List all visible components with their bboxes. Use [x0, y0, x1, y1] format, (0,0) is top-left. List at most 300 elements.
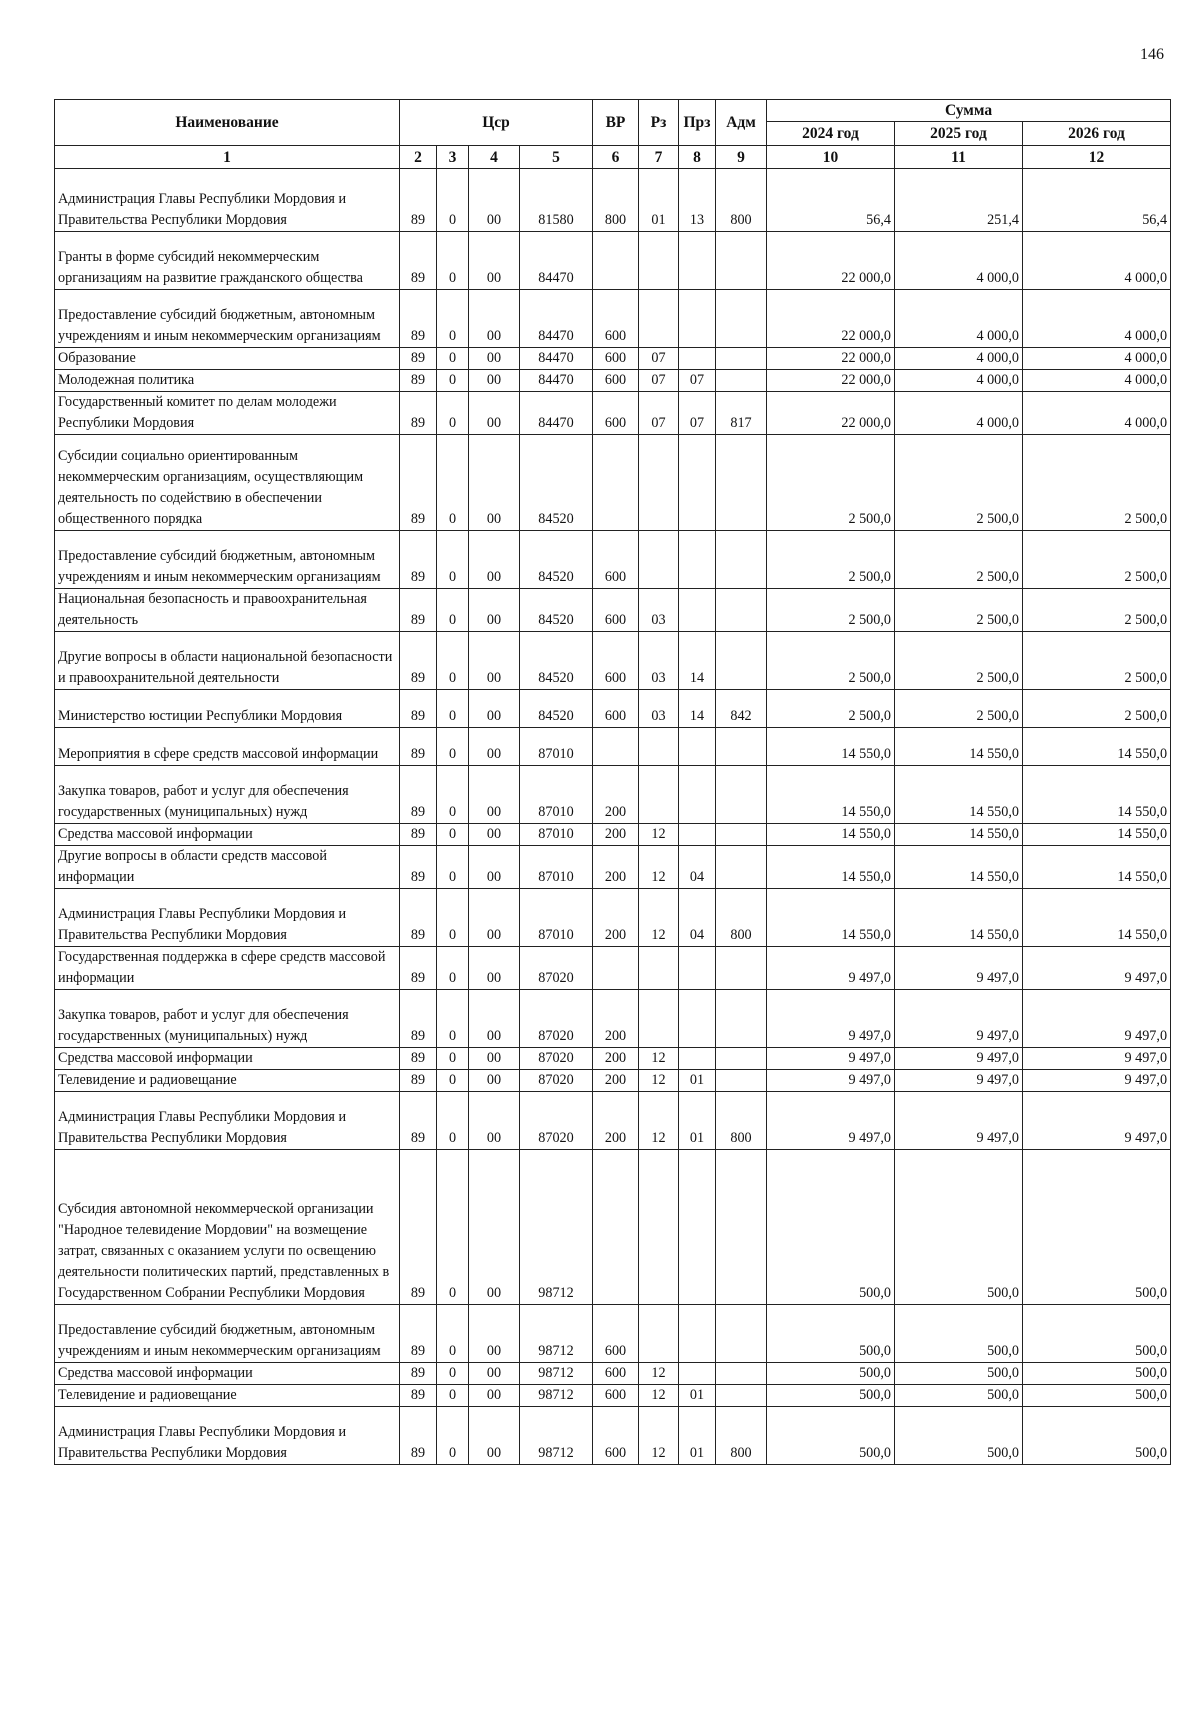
- prz-code: [679, 990, 716, 1048]
- rz-code: 12: [639, 1092, 679, 1150]
- table-row: [55, 690, 1171, 728]
- sum-2025: 14 550,0: [895, 846, 1023, 889]
- sum-2026: 4 000,0: [1023, 370, 1171, 392]
- csr-code-4: 00: [469, 392, 520, 435]
- csr-code-4: 00: [469, 766, 520, 824]
- csr-code-5: 84470: [520, 232, 593, 290]
- csr-code-2: 89: [400, 846, 437, 889]
- sum-2024: 14 550,0: [767, 846, 895, 889]
- row-name: Государственный комитет по делам молодежи Республики Мордовия: [55, 392, 400, 435]
- csr-code-2: 89: [400, 169, 437, 232]
- sum-2024: 2 500,0: [767, 589, 895, 632]
- csr-code-5: 87010: [520, 824, 593, 846]
- csr-code-2: 89: [400, 232, 437, 290]
- vr-code: 600: [593, 1363, 639, 1385]
- csr-code-4: 00: [469, 589, 520, 632]
- table-row: [55, 728, 1171, 766]
- prz-code: [679, 728, 716, 766]
- sum-2026: 2 500,0: [1023, 632, 1171, 690]
- csr-code-3: 0: [437, 728, 469, 766]
- sum-2025: 500,0: [895, 1385, 1023, 1407]
- csr-code-5: 87010: [520, 889, 593, 947]
- sum-2026: 9 497,0: [1023, 1048, 1171, 1070]
- sum-2026: 4 000,0: [1023, 232, 1171, 290]
- csr-code-5: 84520: [520, 589, 593, 632]
- sum-2024: 2 500,0: [767, 531, 895, 589]
- csr-code-3: 0: [437, 990, 469, 1048]
- sum-2024: 9 497,0: [767, 990, 895, 1048]
- csr-code-5: 98712: [520, 1385, 593, 1407]
- csr-code-5: 98712: [520, 1150, 593, 1305]
- prz-code: [679, 824, 716, 846]
- csr-code-4: 00: [469, 290, 520, 348]
- row-name: Закупка товаров, работ и услуг для обеспечения государственных (муниципальных) нужд: [55, 766, 400, 824]
- csr-code-3: 0: [437, 1070, 469, 1092]
- csr-code-5: 98712: [520, 1407, 593, 1465]
- prz-code: 14: [679, 690, 716, 728]
- sum-2026: 2 500,0: [1023, 690, 1171, 728]
- adm-code: [716, 348, 767, 370]
- csr-code-3: 0: [437, 290, 469, 348]
- vr-code: 600: [593, 348, 639, 370]
- prz-code: 07: [679, 370, 716, 392]
- table-row: [55, 1070, 1171, 1092]
- csr-code-3: 0: [437, 1150, 469, 1305]
- prz-code: 13: [679, 169, 716, 232]
- row-name: Средства массовой информации: [55, 1363, 400, 1385]
- sum-2024: 14 550,0: [767, 728, 895, 766]
- csr-code-3: 0: [437, 348, 469, 370]
- adm-code: [716, 1070, 767, 1092]
- table-row: [55, 589, 1171, 632]
- sum-2025: 9 497,0: [895, 1070, 1023, 1092]
- rz-code: [639, 728, 679, 766]
- adm-code: [716, 824, 767, 846]
- csr-code-3: 0: [437, 1092, 469, 1150]
- csr-code-4: 00: [469, 1305, 520, 1363]
- adm-code: 800: [716, 1407, 767, 1465]
- vr-code: 200: [593, 1048, 639, 1070]
- adm-code: [716, 531, 767, 589]
- sum-2024: 500,0: [767, 1385, 895, 1407]
- csr-code-4: 00: [469, 846, 520, 889]
- rz-code: 03: [639, 632, 679, 690]
- sum-2024: 56,4: [767, 169, 895, 232]
- prz-code: [679, 348, 716, 370]
- table-row: [55, 1385, 1171, 1407]
- vr-code: 200: [593, 824, 639, 846]
- csr-code-3: 0: [437, 846, 469, 889]
- table-row: [55, 1048, 1171, 1070]
- sum-2025: 2 500,0: [895, 531, 1023, 589]
- csr-code-4: 00: [469, 1363, 520, 1385]
- vr-code: [593, 232, 639, 290]
- csr-code-3: 0: [437, 232, 469, 290]
- csr-code-3: 0: [437, 435, 469, 531]
- csr-code-2: 89: [400, 290, 437, 348]
- csr-code-4: 00: [469, 1385, 520, 1407]
- sum-2024: 2 500,0: [767, 435, 895, 531]
- vr-code: 200: [593, 990, 639, 1048]
- prz-code: [679, 589, 716, 632]
- adm-code: [716, 435, 767, 531]
- vr-code: 200: [593, 889, 639, 947]
- csr-code-5: 87010: [520, 766, 593, 824]
- row-name: Образование: [55, 348, 400, 370]
- csr-code-3: 0: [437, 824, 469, 846]
- rz-code: 07: [639, 392, 679, 435]
- adm-code: 842: [716, 690, 767, 728]
- sum-2025: 500,0: [895, 1363, 1023, 1385]
- prz-code: [679, 290, 716, 348]
- sum-2026: 9 497,0: [1023, 990, 1171, 1048]
- column-number: 10: [767, 146, 895, 169]
- prz-code: [679, 1305, 716, 1363]
- vr-code: 600: [593, 290, 639, 348]
- csr-code-2: 89: [400, 531, 437, 589]
- adm-code: [716, 290, 767, 348]
- csr-code-5: 84470: [520, 290, 593, 348]
- sum-2026: 9 497,0: [1023, 947, 1171, 990]
- csr-code-5: 87020: [520, 1070, 593, 1092]
- vr-code: 200: [593, 766, 639, 824]
- prz-code: 01: [679, 1407, 716, 1465]
- csr-code-3: 0: [437, 947, 469, 990]
- row-name: Предоставление субсидий бюджетным, автономным учреждениям и иным некоммерческим организациям: [55, 290, 400, 348]
- table-row: [55, 632, 1171, 690]
- row-name: Средства массовой информации: [55, 1048, 400, 1070]
- sum-2025: 4 000,0: [895, 232, 1023, 290]
- csr-code-2: 89: [400, 1048, 437, 1070]
- adm-code: 800: [716, 1092, 767, 1150]
- row-name: Гранты в форме субсидий некоммерческим организациям на развитие гражданского общества: [55, 232, 400, 290]
- vr-code: 600: [593, 370, 639, 392]
- rz-code: 12: [639, 889, 679, 947]
- csr-code-3: 0: [437, 589, 469, 632]
- rz-code: 12: [639, 846, 679, 889]
- sum-2025: 9 497,0: [895, 947, 1023, 990]
- adm-code: [716, 728, 767, 766]
- vr-code: 600: [593, 1385, 639, 1407]
- csr-code-4: 00: [469, 990, 520, 1048]
- rz-code: [639, 435, 679, 531]
- csr-code-2: 89: [400, 632, 437, 690]
- column-number: 7: [639, 146, 679, 169]
- row-name: Предоставление субсидий бюджетным, автономным учреждениям и иным некоммерческим организациям: [55, 1305, 400, 1363]
- prz-code: [679, 947, 716, 990]
- csr-code-2: 89: [400, 690, 437, 728]
- csr-code-2: 89: [400, 1150, 437, 1305]
- adm-code: [716, 990, 767, 1048]
- row-name: Субсидия автономной некоммерческой организации "Народное телевидение Мордовии" на возмещение затрат, связанных с оказанием услуги по освещению деятельности политических партий, представленных в Государственном Собрании Республики Мордовия: [55, 1150, 400, 1305]
- csr-code-2: 89: [400, 990, 437, 1048]
- csr-code-2: 89: [400, 1363, 437, 1385]
- row-name: Молодежная политика: [55, 370, 400, 392]
- csr-code-4: 00: [469, 728, 520, 766]
- column-number: 2: [400, 146, 437, 169]
- sum-2026: 4 000,0: [1023, 290, 1171, 348]
- sum-2026: 14 550,0: [1023, 889, 1171, 947]
- table-row: [55, 947, 1171, 990]
- rz-code: 01: [639, 169, 679, 232]
- prz-code: [679, 1150, 716, 1305]
- csr-code-5: 87010: [520, 728, 593, 766]
- row-name: Министерство юстиции Республики Мордовия: [55, 690, 400, 728]
- vr-code: 600: [593, 1407, 639, 1465]
- adm-code: [716, 232, 767, 290]
- csr-code-3: 0: [437, 889, 469, 947]
- column-number: 1: [55, 146, 400, 169]
- csr-code-5: 84520: [520, 531, 593, 589]
- row-name: Мероприятия в сфере средств массовой информации: [55, 728, 400, 766]
- vr-code: 600: [593, 632, 639, 690]
- sum-2024: 2 500,0: [767, 690, 895, 728]
- prz-code: 14: [679, 632, 716, 690]
- table-row: [55, 846, 1171, 889]
- sum-2026: 4 000,0: [1023, 348, 1171, 370]
- rz-code: [639, 1150, 679, 1305]
- vr-code: [593, 947, 639, 990]
- sum-2024: 9 497,0: [767, 947, 895, 990]
- sum-2026: 500,0: [1023, 1363, 1171, 1385]
- row-name: Закупка товаров, работ и услуг для обеспечения государственных (муниципальных) нужд: [55, 990, 400, 1048]
- prz-code: 01: [679, 1092, 716, 1150]
- sum-2024: 22 000,0: [767, 348, 895, 370]
- csr-code-2: 89: [400, 728, 437, 766]
- csr-code-4: 00: [469, 1070, 520, 1092]
- column-number: 8: [679, 146, 716, 169]
- sum-2025: 4 000,0: [895, 348, 1023, 370]
- prz-code: 01: [679, 1385, 716, 1407]
- prz-code: [679, 435, 716, 531]
- table-row: [55, 1407, 1171, 1465]
- adm-code: 800: [716, 169, 767, 232]
- sum-2024: 22 000,0: [767, 290, 895, 348]
- sum-2025: 14 550,0: [895, 824, 1023, 846]
- csr-code-4: 00: [469, 370, 520, 392]
- vr-code: [593, 1150, 639, 1305]
- adm-code: [716, 766, 767, 824]
- csr-code-4: 00: [469, 824, 520, 846]
- sum-2026: 500,0: [1023, 1305, 1171, 1363]
- row-name: Телевидение и радиовещание: [55, 1070, 400, 1092]
- csr-code-4: 00: [469, 632, 520, 690]
- vr-code: [593, 435, 639, 531]
- adm-code: [716, 947, 767, 990]
- adm-code: [716, 1385, 767, 1407]
- vr-code: [593, 728, 639, 766]
- table-row: [55, 392, 1171, 435]
- vr-code: 600: [593, 589, 639, 632]
- header-year-2024: 2024 год: [767, 122, 895, 146]
- csr-code-3: 0: [437, 370, 469, 392]
- table-row: [55, 435, 1171, 531]
- adm-code: [716, 589, 767, 632]
- header-adm: Адм: [716, 100, 767, 146]
- sum-2025: 14 550,0: [895, 766, 1023, 824]
- row-name: Средства массовой информации: [55, 824, 400, 846]
- csr-code-2: 89: [400, 370, 437, 392]
- table-row: [55, 889, 1171, 947]
- rz-code: [639, 947, 679, 990]
- csr-code-4: 00: [469, 1048, 520, 1070]
- sum-2026: 2 500,0: [1023, 531, 1171, 589]
- csr-code-4: 00: [469, 435, 520, 531]
- table-row: [55, 1305, 1171, 1363]
- table-row: [55, 1363, 1171, 1385]
- sum-2025: 500,0: [895, 1150, 1023, 1305]
- table-row: [55, 766, 1171, 824]
- sum-2025: 4 000,0: [895, 290, 1023, 348]
- adm-code: [716, 1363, 767, 1385]
- sum-2025: 2 500,0: [895, 632, 1023, 690]
- column-number: 6: [593, 146, 639, 169]
- csr-code-5: 87020: [520, 990, 593, 1048]
- rz-code: 07: [639, 348, 679, 370]
- sum-2024: 9 497,0: [767, 1048, 895, 1070]
- sum-2024: 22 000,0: [767, 392, 895, 435]
- csr-code-4: 00: [469, 169, 520, 232]
- sum-2024: 9 497,0: [767, 1092, 895, 1150]
- row-name: Администрация Главы Республики Мордовия и Правительства Республики Мордовия: [55, 1407, 400, 1465]
- csr-code-5: 84520: [520, 435, 593, 531]
- row-name: Субсидии социально ориентированным некоммерческим организациям, осуществляющим деятельность по содействию в обеспечении общественного порядка: [55, 435, 400, 531]
- column-number: 3: [437, 146, 469, 169]
- rz-code: [639, 1305, 679, 1363]
- csr-code-2: 89: [400, 947, 437, 990]
- csr-code-4: 00: [469, 348, 520, 370]
- sum-2025: 2 500,0: [895, 435, 1023, 531]
- row-name: Администрация Главы Республики Мордовия и Правительства Республики Мордовия: [55, 1092, 400, 1150]
- csr-code-3: 0: [437, 690, 469, 728]
- sum-2024: 14 550,0: [767, 766, 895, 824]
- sum-2025: 4 000,0: [895, 392, 1023, 435]
- sum-2025: 500,0: [895, 1305, 1023, 1363]
- vr-code: 200: [593, 1070, 639, 1092]
- sum-2024: 14 550,0: [767, 824, 895, 846]
- rz-code: 12: [639, 1385, 679, 1407]
- csr-code-4: 00: [469, 232, 520, 290]
- header-year-2025: 2025 год: [895, 122, 1023, 146]
- table-row: [55, 348, 1171, 370]
- sum-2026: 14 550,0: [1023, 846, 1171, 889]
- rz-code: [639, 531, 679, 589]
- row-name: Национальная безопасность и правоохранительная деятельность: [55, 589, 400, 632]
- row-name: Предоставление субсидий бюджетным, автономным учреждениям и иным некоммерческим организациям: [55, 531, 400, 589]
- csr-code-2: 89: [400, 766, 437, 824]
- table-row: [55, 1150, 1171, 1305]
- rz-code: 12: [639, 1048, 679, 1070]
- csr-code-5: 87020: [520, 947, 593, 990]
- sum-2025: 9 497,0: [895, 990, 1023, 1048]
- table-row: [55, 370, 1171, 392]
- csr-code-2: 89: [400, 589, 437, 632]
- sum-2025: 9 497,0: [895, 1048, 1023, 1070]
- csr-code-2: 89: [400, 824, 437, 846]
- csr-code-4: 00: [469, 690, 520, 728]
- rz-code: 12: [639, 1070, 679, 1092]
- csr-code-2: 89: [400, 1385, 437, 1407]
- csr-code-4: 00: [469, 1407, 520, 1465]
- sum-2026: 9 497,0: [1023, 1092, 1171, 1150]
- csr-code-5: 98712: [520, 1305, 593, 1363]
- sum-2025: 251,4: [895, 169, 1023, 232]
- sum-2024: 500,0: [767, 1305, 895, 1363]
- column-number: 11: [895, 146, 1023, 169]
- column-number: 12: [1023, 146, 1171, 169]
- header-year-2026: 2026 год: [1023, 122, 1171, 146]
- csr-code-5: 81580: [520, 169, 593, 232]
- rz-code: [639, 290, 679, 348]
- sum-2024: 22 000,0: [767, 232, 895, 290]
- column-number: 5: [520, 146, 593, 169]
- csr-code-3: 0: [437, 1363, 469, 1385]
- sum-2026: 500,0: [1023, 1385, 1171, 1407]
- rz-code: 12: [639, 824, 679, 846]
- vr-code: 600: [593, 690, 639, 728]
- csr-code-3: 0: [437, 766, 469, 824]
- csr-code-2: 89: [400, 392, 437, 435]
- row-name: Администрация Главы Республики Мордовия и Правительства Республики Мордовия: [55, 889, 400, 947]
- sum-2025: 14 550,0: [895, 728, 1023, 766]
- csr-code-3: 0: [437, 1305, 469, 1363]
- vr-code: 600: [593, 392, 639, 435]
- csr-code-5: 84470: [520, 348, 593, 370]
- sum-2026: 14 550,0: [1023, 824, 1171, 846]
- csr-code-5: 84520: [520, 632, 593, 690]
- table-header: [55, 100, 1171, 169]
- vr-code: 200: [593, 1092, 639, 1150]
- sum-2026: 4 000,0: [1023, 392, 1171, 435]
- sum-2026: 500,0: [1023, 1150, 1171, 1305]
- vr-code: 600: [593, 1305, 639, 1363]
- sum-2026: 56,4: [1023, 169, 1171, 232]
- vr-code: 200: [593, 846, 639, 889]
- rz-code: 03: [639, 690, 679, 728]
- sum-2026: 2 500,0: [1023, 435, 1171, 531]
- sum-2024: 2 500,0: [767, 632, 895, 690]
- adm-code: [716, 1150, 767, 1305]
- rz-code: 03: [639, 589, 679, 632]
- csr-code-5: 84520: [520, 690, 593, 728]
- table-row: [55, 290, 1171, 348]
- csr-code-4: 00: [469, 889, 520, 947]
- rz-code: 12: [639, 1363, 679, 1385]
- adm-code: [716, 632, 767, 690]
- csr-code-4: 00: [469, 1150, 520, 1305]
- header-vr: ВР: [593, 100, 639, 146]
- rz-code: [639, 990, 679, 1048]
- sum-2024: 14 550,0: [767, 889, 895, 947]
- prz-code: 07: [679, 392, 716, 435]
- prz-code: [679, 232, 716, 290]
- csr-code-2: 89: [400, 1407, 437, 1465]
- row-name: Другие вопросы в области средств массовой информации: [55, 846, 400, 889]
- csr-code-3: 0: [437, 169, 469, 232]
- rz-code: 12: [639, 1407, 679, 1465]
- csr-code-2: 89: [400, 1305, 437, 1363]
- csr-code-5: 87020: [520, 1048, 593, 1070]
- csr-code-2: 89: [400, 1070, 437, 1092]
- page-number: 146: [1140, 46, 1164, 63]
- prz-code: 01: [679, 1070, 716, 1092]
- row-name: Другие вопросы в области национальной безопасности и правоохранительной деятельности: [55, 632, 400, 690]
- csr-code-4: 00: [469, 947, 520, 990]
- sum-2024: 500,0: [767, 1407, 895, 1465]
- prz-code: [679, 766, 716, 824]
- row-name: Телевидение и радиовещание: [55, 1385, 400, 1407]
- csr-code-2: 89: [400, 348, 437, 370]
